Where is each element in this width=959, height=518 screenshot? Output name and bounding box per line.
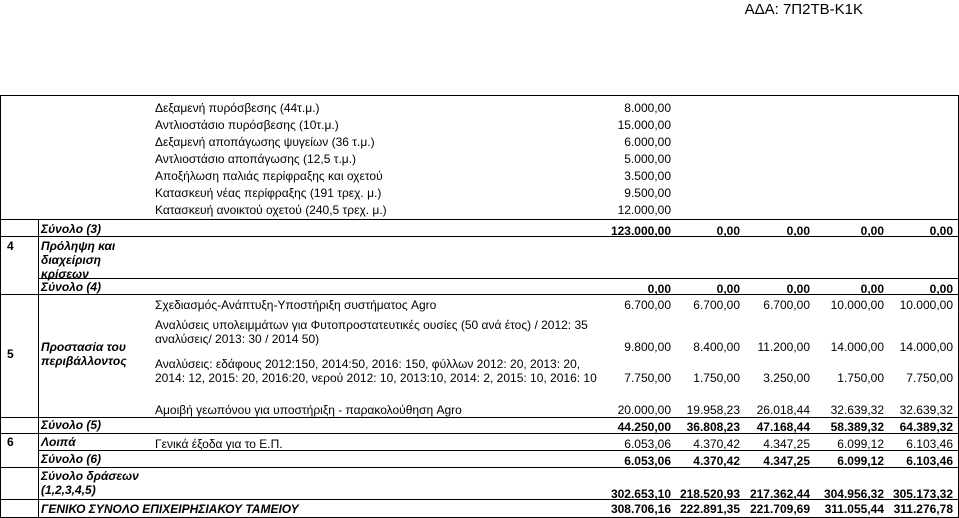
item-label: αναλύσεις/ 2013: 30 / 2014 50) — [155, 332, 320, 346]
item-value: 12.000,00 — [617, 203, 671, 217]
item-value: 26.018,44 — [756, 403, 810, 417]
item-value: 9.500,00 — [624, 186, 671, 200]
total-actions-value: 302.653,10 — [610, 487, 671, 501]
item-value: 14.000,00 — [899, 340, 953, 354]
total6-value: 4.347,25 — [763, 454, 810, 468]
total-actions-label: (1,2,3,4,5) — [41, 483, 96, 497]
total6-value: 4.370,42 — [693, 454, 740, 468]
total3-value: 123.000,00 — [610, 224, 671, 238]
item-label: Κατασκευή νέας περίφραξης (191 τρεχ. μ.) — [155, 186, 382, 200]
item-value: 1.750,00 — [693, 371, 740, 385]
item-label: 2014: 12, 2015: 20, 2016:20, νερού 2012: 10, 2013:10, 2014: 2, 2015: 10, 2016: 10 — [155, 371, 597, 385]
item-value: 6.053,06 — [624, 437, 671, 451]
total3-value: 0,00 — [929, 224, 953, 238]
item-value: 10.000,00 — [830, 298, 884, 312]
total4-label: Σύνολο (4) — [41, 280, 102, 294]
section6-title: Λοιπά — [41, 435, 76, 449]
section6-number: 6 — [7, 435, 14, 449]
item-value: 5.000,00 — [624, 152, 671, 166]
total-actions-label: Σύνολο δράσεων — [41, 469, 139, 483]
total3-value: 0,00 — [716, 224, 740, 238]
item-value: 3.500,00 — [624, 169, 671, 183]
section5-title: Προστασία του — [41, 340, 126, 354]
total-actions-value: 304.956,32 — [823, 487, 884, 501]
total3-value: 0,00 — [860, 224, 884, 238]
item-label: Αντλιοστάσιο πυρόσβεσης (10τ.μ.) — [155, 118, 339, 132]
total5-value: 58.389,32 — [830, 420, 884, 434]
item-value: 7.750,00 — [906, 371, 953, 385]
item-label: Αμοιβή γεωπόνου για υποστήριξη - παρακολούθηση Agro — [155, 403, 462, 417]
item-value: 6.103,46 — [906, 437, 953, 451]
item-value: 11.200,00 — [757, 340, 810, 354]
item-value: 10.000,00 — [899, 298, 953, 312]
item-value: 4.370,42 — [693, 437, 740, 451]
item-value: 1.750,00 — [837, 371, 884, 385]
item-value: 32.639,32 — [899, 403, 953, 417]
total6-value: 6.053,06 — [624, 454, 671, 468]
total4-value: 0,00 — [786, 282, 810, 296]
total5-label: Σύνολο (5) — [41, 418, 102, 432]
section4-title: διαχείριση — [41, 253, 101, 267]
total6-value: 6.099,12 — [837, 454, 884, 468]
item-value: 6.700,00 — [763, 298, 810, 312]
item-value: 20.000,00 — [617, 403, 671, 417]
total4-value: 0,00 — [716, 282, 740, 296]
total6-label: Σύνολο (6) — [41, 452, 102, 466]
item-label: Αντλιοστάσιο αποπάγωσης (12,5 τ.μ.) — [155, 152, 357, 166]
item-value: 32.639,32 — [830, 403, 884, 417]
total5-value: 47.168,44 — [756, 420, 810, 434]
total4-value: 0,00 — [860, 282, 884, 296]
section4-number: 4 — [7, 239, 14, 253]
item-value: 4.347,25 — [763, 437, 810, 451]
total5-value: 64.389,32 — [899, 420, 953, 434]
item-label: Γενικά έξοδα για το Ε.Π. — [155, 437, 283, 451]
item-value: 15.000,00 — [617, 118, 671, 132]
item-value: 8.400,00 — [693, 340, 740, 354]
item-label: Αναλύσεις: εδάφους 2012:150, 2014:50, 2016: 150, φύλλων 2012: 20, 2013: 20, — [155, 357, 581, 371]
total5-value: 36.808,23 — [686, 420, 740, 434]
section4-title: κρίσεων — [41, 267, 89, 281]
total4-value: 0,00 — [929, 282, 953, 296]
total4-value: 0,00 — [647, 282, 671, 296]
total-actions-value: 218.520,93 — [679, 487, 740, 501]
item-label: Αναλύσεις υπολειμμάτων για Φυτοπροστατευτικές ουσίες (50 ανά έτος) / 2012: 35 — [155, 318, 588, 332]
item-value: 14.000,00 — [830, 340, 884, 354]
item-value: 9.800,00 — [624, 340, 671, 354]
item-label: Αποξήλωση παλιάς περίφραξης και οχετού — [155, 169, 383, 183]
item-value: 6.000,00 — [624, 135, 671, 149]
section5-number: 5 — [7, 347, 14, 361]
grand-total-value: 222.891,35 — [679, 502, 740, 516]
total3-label: Σύνολο (3) — [41, 222, 102, 236]
item-label: Σχεδιασμός-Ανάπτυξη-Υποστήριξη συστήματος Agro — [155, 298, 437, 312]
ada-code: ΑΔΑ: 7Π2ΤΒ-Κ1Κ — [744, 1, 863, 18]
item-value: 19.958,23 — [686, 403, 740, 417]
section4-title: Πρόληψη και — [41, 239, 116, 253]
item-value: 6.700,00 — [693, 298, 740, 312]
grand-total-label: ΓΕΝΙΚΟ ΣΥΝΟΛΟ ΕΠΙΧΕΙΡΗΣΙΑΚΟΥ ΤΑΜΕΙΟΥ — [41, 502, 299, 516]
item-label: Δεξαμενή πυρόσβεσης (44τ.μ.) — [155, 101, 320, 115]
total6-value: 6.103,46 — [906, 454, 953, 468]
grand-total-value: 311.276,78 — [893, 502, 953, 516]
total3-value: 0,00 — [786, 224, 810, 238]
item-value: 6.700,00 — [624, 298, 671, 312]
item-label: Κατασκευή ανοικτού οχετού (240,5 τρεχ. μ.) — [155, 203, 387, 217]
item-value: 7.750,00 — [624, 371, 671, 385]
grand-total-value: 221.709,69 — [749, 502, 810, 516]
item-label: Δεξαμενή αποπάγωσης ψυγείων (36 τ.μ.) — [155, 135, 375, 149]
grand-total-value: 308.706,16 — [610, 502, 671, 516]
grand-total-value: 311.055,44 — [824, 502, 884, 516]
item-value: 8.000,00 — [624, 101, 671, 115]
total-actions-value: 217.362,44 — [749, 487, 810, 501]
section5-title: περιβάλλοντος — [41, 354, 127, 368]
total5-value: 44.250,00 — [617, 420, 671, 434]
item-value: 6.099,12 — [837, 437, 884, 451]
item-value: 3.250,00 — [763, 371, 810, 385]
total-actions-value: 305.173,32 — [892, 487, 953, 501]
